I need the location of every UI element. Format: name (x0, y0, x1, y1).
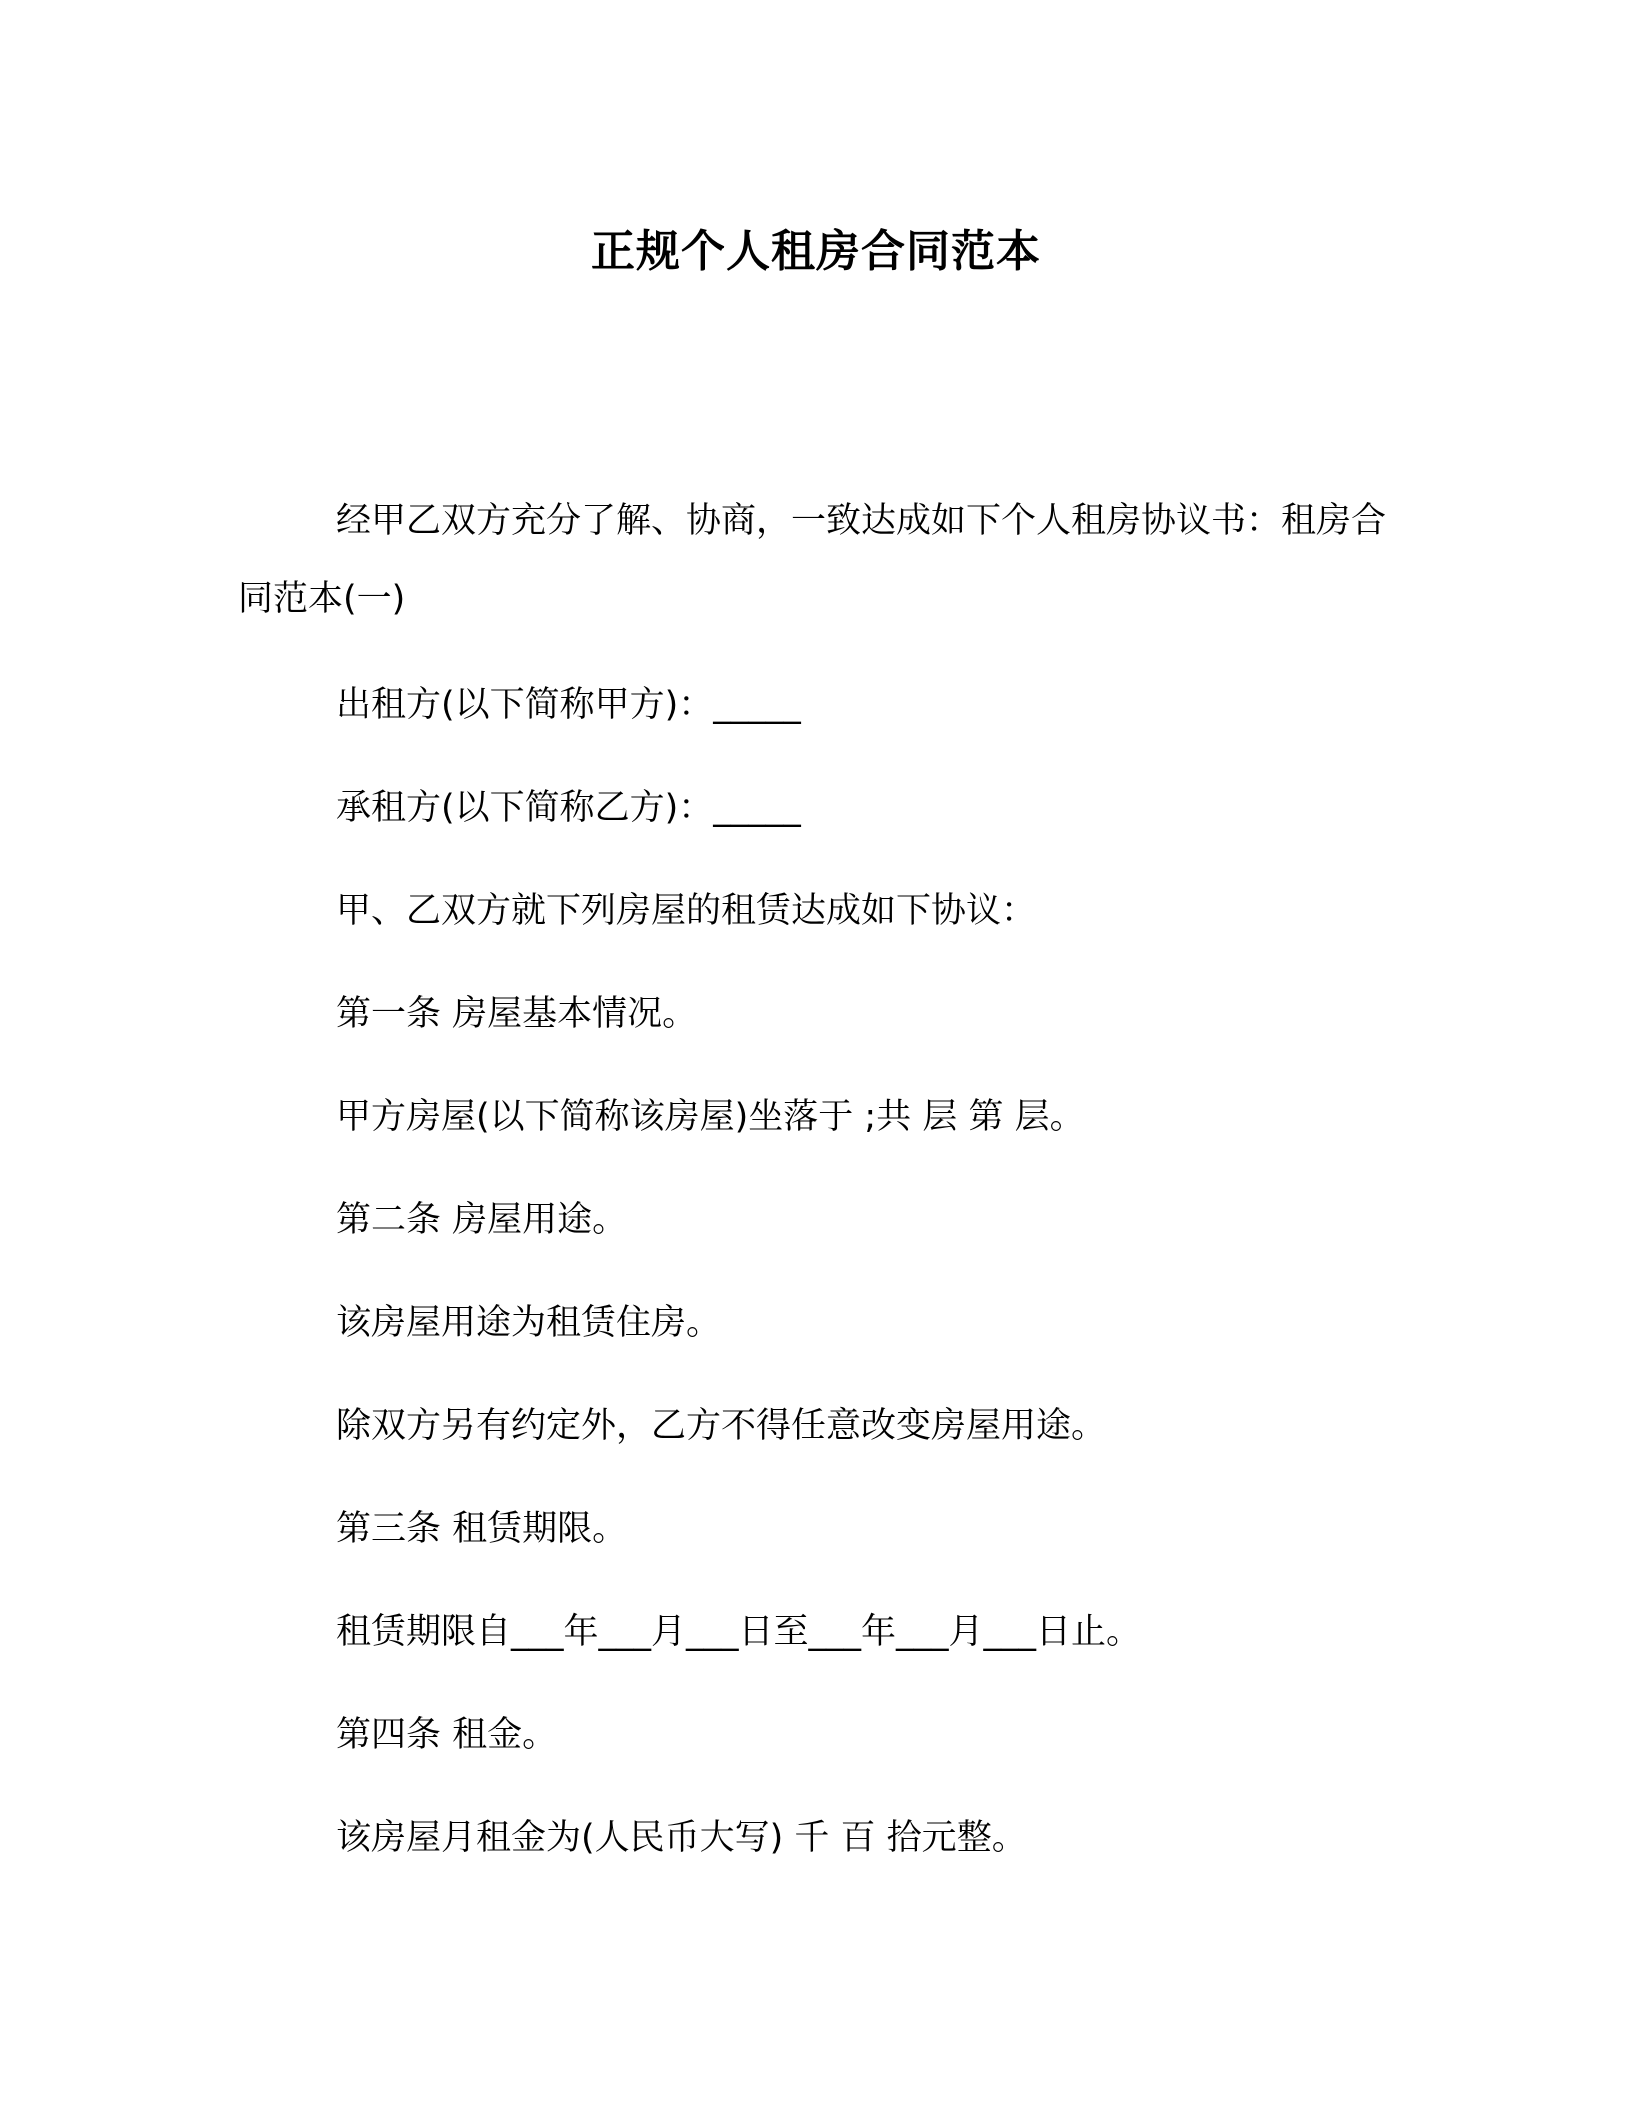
paragraph-lessee: 承租方(以下简称乙方)：_____ (336, 788, 801, 828)
article-1-heading: 第一条 房屋基本情况。 (336, 994, 698, 1034)
paragraph-use-restriction: 除双方另有约定外，乙方不得任意改变房屋用途。 (336, 1406, 1107, 1446)
paragraph-lease-term: 租赁期限自___年___月___日至___年___月___日止。 (336, 1612, 1142, 1652)
paragraph-monthly-rent: 该房屋月租金为(人民币大写) 千 百 拾元整。 (336, 1818, 1027, 1858)
paragraph-lessor: 出租方(以下简称甲方)：_____ (336, 685, 801, 725)
paragraph-property-use: 该房屋用途为租赁住房。 (336, 1303, 722, 1343)
article-2-heading: 第二条 房屋用途。 (336, 1200, 628, 1240)
paragraph-agreement: 甲、乙双方就下列房屋的租赁达成如下协议： (336, 891, 1037, 931)
document-title: 正规个人租房合同范本 (591, 226, 1041, 277)
paragraph-property-location: 甲方房屋(以下简称该房屋)坐落于 ;共 层 第 层。 (336, 1097, 1085, 1137)
article-3-heading: 第三条 租赁期限。 (336, 1509, 628, 1549)
paragraph-intro: 经甲乙双方充分了解、协商，一致达成如下个人租房协议书：租房合同范本(一) (238, 501, 1387, 619)
article-4-heading: 第四条 租金。 (336, 1715, 558, 1755)
